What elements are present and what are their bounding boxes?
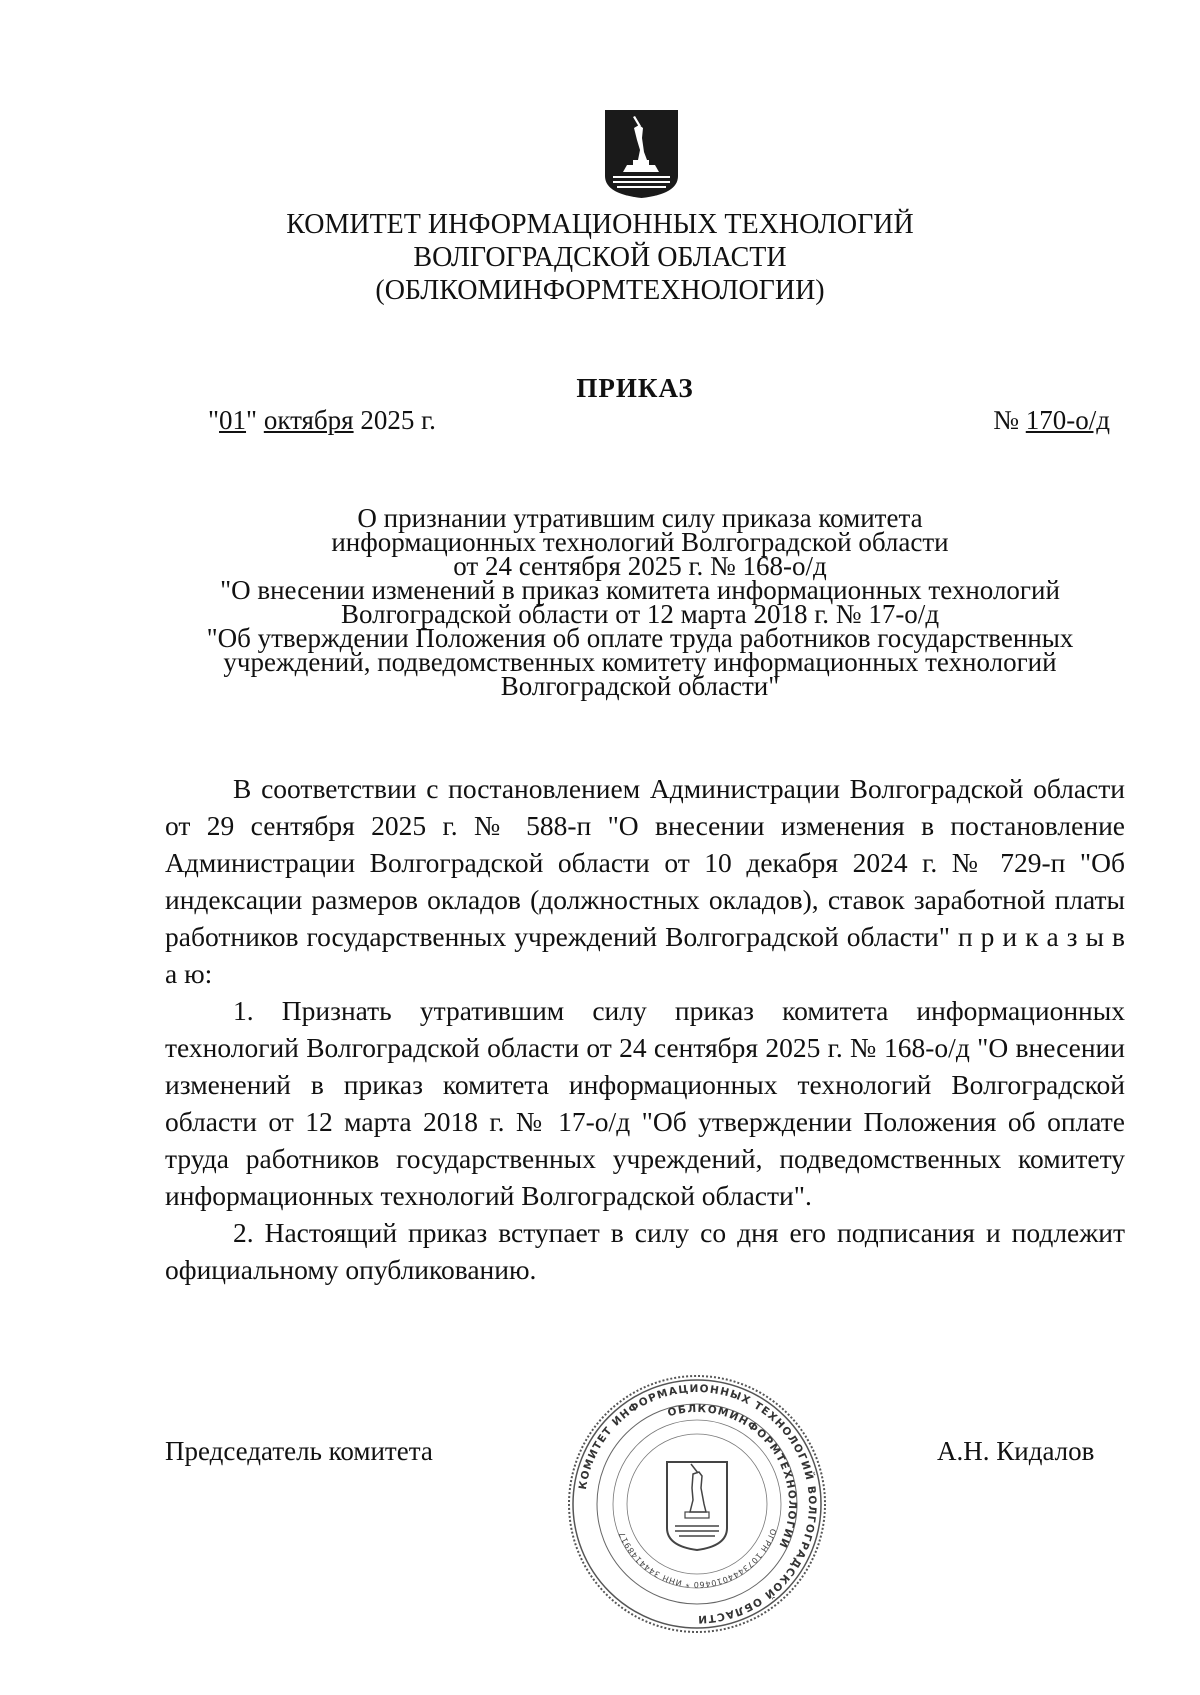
signatory-role: Председатель комитета bbox=[165, 1436, 433, 1466]
title-line: "Об утверждении Положения об оплате труда работников государственных bbox=[206, 623, 1074, 653]
seal-emblem-icon bbox=[667, 1462, 727, 1550]
signatory-name: А.Н. Кидалов bbox=[937, 1436, 1095, 1466]
seal-outer-text: КОМИТЕТ ИНФОРМАЦИОННЫХ ТЕХНОЛОГИЙ ВОЛГОГРАДСКОЙ ОБЛАСТИ bbox=[576, 1382, 819, 1626]
order-number-value: 170-о/д bbox=[1025, 405, 1110, 435]
title-line: "О внесении изменений в приказ комитета информационных технологий bbox=[220, 575, 1060, 605]
title-line: О признании утратившим силу приказа комитета bbox=[357, 503, 923, 533]
order-item-2: 2. Настоящий приказ вступает в силу со дня его подписания и подлежит официальному опубликованию. bbox=[165, 1217, 1125, 1285]
preamble-paragraph bbox=[165, 770, 1125, 992]
title-line: Волгоградской области" bbox=[500, 671, 780, 701]
order-number bbox=[993, 405, 1110, 436]
org-name-line2: ВОЛГОГРАДСКОЙ ОБЛАСТИ bbox=[413, 242, 787, 273]
order-body bbox=[165, 770, 1125, 1288]
order-date-year: 2025 г. bbox=[360, 405, 436, 435]
preamble-text: В соответствии с постановлением Администрации Волгоградской области от 29 сентября 2025 г. № 588-п "О внесении изменения в постановление Администрации Волгоградской области от 10 декабря 2024 г. № 729-п "Об индексации размеров окладов (должностных окладов), ставок заработной платы работников государственных учреждений Волгоградской области" bbox=[165, 773, 1125, 952]
title-line: учреждений, подведомственных комитету информационных технологий bbox=[223, 647, 1057, 677]
title-line: информационных технологий Волгоградской области bbox=[331, 527, 949, 557]
title-line: от 24 сентября 2025 г. № 168-о/д bbox=[453, 551, 827, 581]
order-title bbox=[150, 503, 1130, 701]
org-short-name: (ОБЛКОМИНФОРМТЕХНОЛОГИИ) bbox=[375, 275, 825, 306]
official-seal-icon bbox=[563, 1370, 831, 1638]
seal-inner-text: ОБЛКОМИНФОРМТЕХНОЛОГИИ bbox=[666, 1402, 799, 1551]
emblem-icon bbox=[603, 108, 680, 200]
title-line: Волгоградской области от 12 марта 2018 г. № 17-о/д bbox=[340, 599, 940, 629]
seal-reg-text: ОГРН 1073444010460 * ИНН 3444148917 bbox=[617, 1527, 778, 1590]
document-type: ПРИКАЗ bbox=[576, 373, 694, 403]
order-word: п р и к а з ы в а ю: bbox=[165, 921, 1126, 989]
order-date-day: 01 bbox=[219, 405, 247, 435]
org-name-line1: КОМИТЕТ ИНФОРМАЦИОННЫХ ТЕХНОЛОГИЙ bbox=[286, 209, 914, 240]
order-item-1: 1. Признать утратившим силу приказ комитета информационных технологий Волгоградской области от 24 сентября 2025 г. № 168-о/д "О внесении изменений в приказ комитета информационных технологий Волгоградской области от 12 марта 2018 г. № 17-о/д "Об утверждении Положения об оплате труда работников государственных учреждений, подведомственных комитету информационных технологий Волгоградской области". bbox=[165, 995, 1125, 1211]
order-date-month: октября bbox=[263, 405, 354, 435]
order-number-prefix: № bbox=[993, 405, 1020, 435]
order-date: "01" октября 2025 г. bbox=[208, 405, 436, 435]
